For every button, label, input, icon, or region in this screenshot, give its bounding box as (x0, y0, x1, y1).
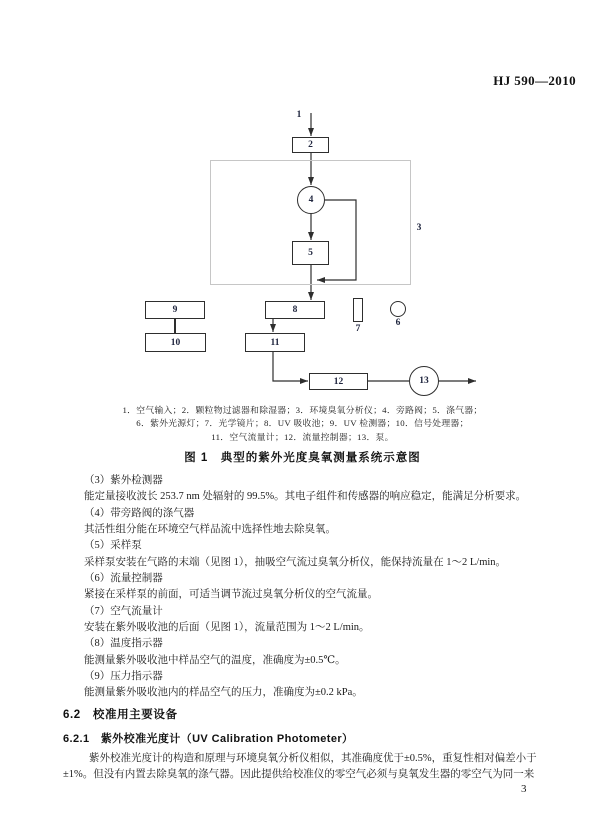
list-item: 采样泵安装在气路的末端（见图 1），抽吸空气流过臭氧分析仪，能保持流量在 1～2 L/min。 (84, 556, 507, 568)
list-item: 能测量紫外吸收池内的样品空气的压力，准确度为±0.2 kPa。 (84, 687, 363, 699)
node-pump: 13 (409, 366, 439, 396)
list-item: （7）空气流量计 (84, 605, 163, 617)
paragraph-line: ±1%。但没有内置去除臭氧的涤气器。因此提供给校准仪的零空气必须与臭氧发生器的零空气为同一来 (63, 769, 535, 780)
list-item: （9）压力指示器 (84, 671, 163, 683)
flow-label-air-input: 1 (296, 110, 302, 120)
flow-label-analyzer: 3 (416, 223, 422, 233)
figure-legend (0, 404, 605, 444)
node-particulate-filter: 2 (292, 137, 329, 153)
list-item: （3）紫外检测器 (84, 475, 163, 486)
list-item: （8）温度指示器 (84, 638, 163, 650)
node-bypass-valve: 4 (297, 186, 325, 214)
node-flow-controller: 12 (309, 373, 368, 390)
analyzer-boundary-box (210, 160, 411, 285)
legend-line: 6．紫外光源灯；7．光学镜片；8．UV 吸收池；9．UV 检测器；10．信号处理器； (136, 418, 469, 429)
node-uv-absorption-cell: 8 (265, 301, 325, 319)
node-uv-lamp (390, 301, 406, 317)
section-heading-6-2-1: 6.2.1 紫外校准光度计（UV Calibration Photometer） (63, 733, 354, 745)
list-item: 紧接在采样泵的前面，可适当调节流过臭氧分析仪的空气流量。 (84, 589, 378, 601)
label-optical-lens: 7 (355, 324, 361, 334)
paragraph-line: 紫外校准光度计的构造和原理与环境臭氧分析仪相似，其准确度优于±0.5%，重复性相对偏差小于 (89, 753, 537, 764)
standard-number: HJ 590—2010 (493, 73, 576, 88)
node-air-flowmeter: 11 (245, 333, 305, 352)
page-number: 3 (521, 783, 527, 795)
list-item: 能定量接收波长 253.7 nm 处辐射的 99.5%。其电子组件和传感器的响应稳定，能满足分析要求。 (84, 491, 527, 503)
list-item: （4）带旁路阀的涤气器 (84, 507, 195, 519)
node-signal-processor: 10 (145, 333, 206, 352)
legend-line: 1．空气输入；2．颗粒物过滤器和除湿器；3．环境臭氧分析仪；4．旁路阀；5．涤气器； (122, 405, 483, 415)
list-item: 安装在紫外吸收池的后面（见图 1），流量范围为 1～2 L/min。 (84, 622, 370, 634)
list-item: （5）采样泵 (84, 540, 142, 552)
section-heading-6-2: 6.2 校准用主要设备 (63, 709, 178, 721)
node-scrubber: 5 (292, 241, 329, 265)
figure-diagram (0, 105, 605, 405)
equipment-list (84, 473, 564, 702)
arrow-flowmeter-to-controller (273, 352, 308, 381)
label-uv-lamp: 6 (395, 318, 401, 328)
list-item: 能测量紫外吸收池中样品空气的温度，准确度为±0.5℃。 (84, 654, 346, 666)
section-6-2-1-paragraph (63, 751, 545, 783)
list-item: （6）流量控制器 (84, 573, 163, 585)
figure-caption: 图 1 典型的紫外光度臭氧测量系统示意图 (184, 452, 421, 464)
node-optical-lens (353, 298, 363, 322)
list-item: 其活性组分能在环境空气样品流中选择性地去除臭氧。 (84, 524, 336, 536)
node-uv-detector: 9 (145, 301, 205, 319)
legend-line: 11．空气流量计；12．流量控制器；13．泵。 (211, 431, 394, 442)
